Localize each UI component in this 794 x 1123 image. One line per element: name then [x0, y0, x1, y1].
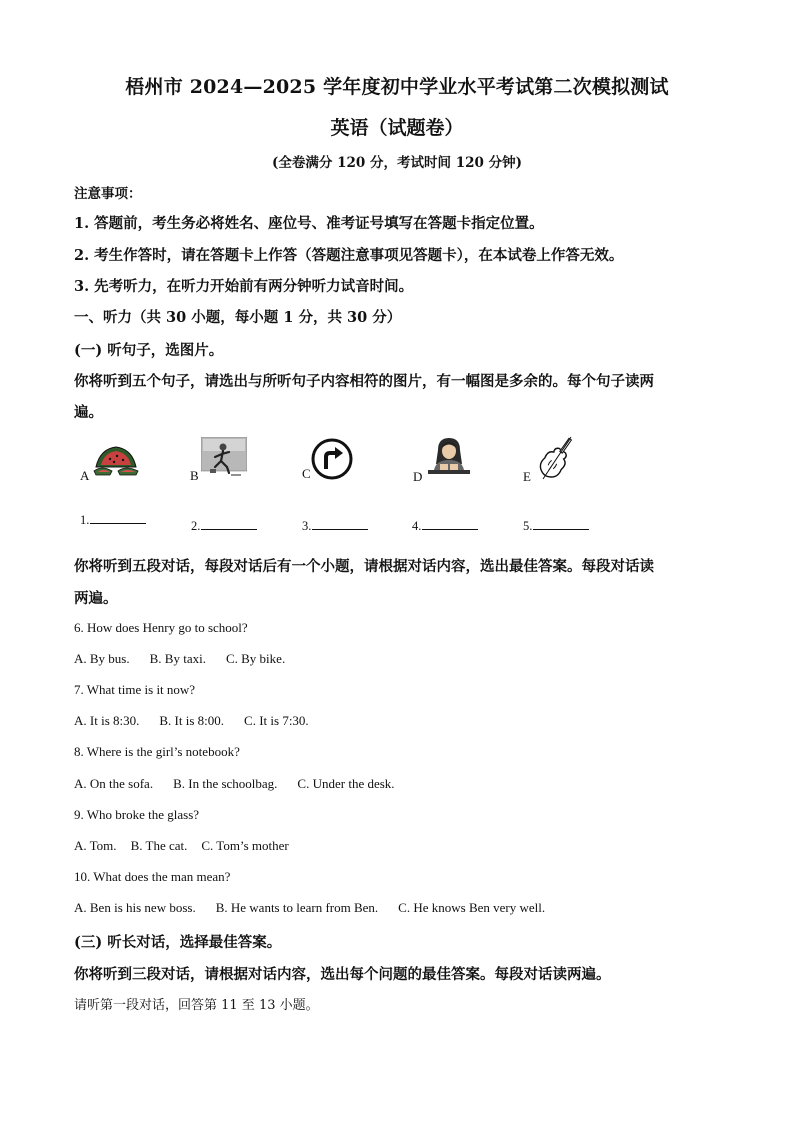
- question-9: 9. Who broke the glass?: [74, 807, 200, 822]
- answer-blank-1[interactable]: [80, 511, 146, 528]
- watermelon-icon: [92, 441, 140, 482]
- part3-instruction: 你将听到三段对话，请根据对话内容，选出每个问题的最佳答案。每段对话读两遍。: [74, 966, 611, 983]
- options-9: [74, 838, 309, 854]
- options-6: [74, 651, 305, 667]
- blank-number: 4.: [412, 519, 422, 533]
- question-10: 10. What does the man mean?: [74, 869, 231, 884]
- picture-label-d: D: [413, 469, 423, 484]
- question-7: 7. What time is it now?: [74, 682, 196, 697]
- part2-instruction-line1: 你将听到五段对话，每段对话后有一个小题，请根据对话内容，选出最佳答案。每段对话读: [74, 558, 654, 575]
- option-10b[interactable]: B. He wants to learn from Ben.: [215, 900, 379, 915]
- blank-line[interactable]: [312, 517, 368, 530]
- option-7b[interactable]: B. It is 8:00.: [159, 713, 225, 728]
- option-8b[interactable]: B. In the schoolbag.: [173, 776, 278, 791]
- question-8: 8. Where is the girl’s notebook?: [74, 744, 240, 759]
- option-8a[interactable]: A. On the sofa.: [74, 776, 154, 791]
- note-item-3: 3. 先考听力，在听力开始前有两分钟听力试音时间。: [74, 278, 414, 295]
- picture-label-b: B: [190, 468, 199, 483]
- section-heading-listening: 一、听力（共 30 小题，每小题 1 分，共 30 分）: [74, 309, 402, 326]
- part1-instruction-line1: 你将听到五个句子，请选出与所听句子内容相符的图片，有一幅图是多余的。每个句子读两: [74, 373, 654, 390]
- option-8c[interactable]: C. Under the desk.: [297, 776, 395, 791]
- picture-label-a: A: [80, 468, 90, 483]
- note-item-2: 2. 考生作答时，请在答题卡上作答（答题注意事项见答题卡），在本试卷上作答无效。: [74, 247, 624, 264]
- options-7: [74, 713, 329, 729]
- notes-heading: 注意事项：: [74, 186, 142, 202]
- option-10a[interactable]: A. Ben is his new boss.: [74, 900, 196, 915]
- option-7a[interactable]: A. It is 8:30.: [74, 713, 140, 728]
- option-9a[interactable]: A. Tom.: [74, 838, 117, 853]
- question-6: 6. How does Henry go to school?: [74, 620, 248, 635]
- running-person-icon: [201, 437, 247, 484]
- part1-heading: (一) 听句子，选图片。: [74, 342, 224, 359]
- blank-line[interactable]: [90, 511, 146, 524]
- part3-heading: (三) 听长对话，选择最佳答案。: [74, 934, 282, 951]
- picture-label-e: E: [523, 469, 531, 484]
- blank-line[interactable]: [201, 517, 257, 530]
- option-6c[interactable]: C. By bike.: [225, 651, 286, 666]
- blank-number: 3.: [302, 519, 312, 533]
- blank-line[interactable]: [533, 517, 589, 530]
- blank-line[interactable]: [422, 517, 478, 530]
- part2-instruction-line2: 两遍。: [74, 590, 118, 607]
- option-7c[interactable]: C. It is 7:30.: [244, 713, 309, 728]
- answer-blank-5[interactable]: [523, 517, 589, 534]
- exam-title: 梧州市 2024—2025 学年度初中学业水平考试第二次模拟测试: [125, 76, 669, 98]
- option-9b[interactable]: B. The cat.: [130, 838, 188, 853]
- options-10: [74, 900, 565, 916]
- answer-blank-2[interactable]: [191, 517, 257, 534]
- option-9c[interactable]: C. Tom’s mother: [201, 838, 289, 853]
- answer-blank-3[interactable]: [302, 517, 368, 534]
- blank-number: 2.: [191, 519, 201, 533]
- blank-number: 1.: [80, 513, 90, 527]
- picture-label-c: C: [302, 466, 311, 481]
- option-10c[interactable]: C. He knows Ben very well.: [398, 900, 546, 915]
- option-6a[interactable]: A. By bus.: [74, 651, 130, 666]
- part3-sub-instruction: 请听第一段对话，回答第 11 至 13 小题。: [74, 998, 319, 1013]
- exam-subtitle: 英语（试题卷）: [330, 117, 464, 139]
- violin-icon: [537, 433, 577, 488]
- option-6b[interactable]: B. By taxi.: [149, 651, 206, 666]
- score-note: (全卷满分 120 分，考试时间 120 分钟): [272, 155, 522, 171]
- options-8: [74, 776, 415, 792]
- note-item-1: 1. 答题前，考生务必将姓名、座位号、准考证号填写在答题卡指定位置。: [74, 215, 544, 232]
- turn-right-sign-icon: [311, 438, 353, 485]
- part1-instruction-line2: 遍。: [74, 404, 103, 421]
- blank-number: 5.: [523, 519, 533, 533]
- answer-blank-4[interactable]: [412, 517, 478, 534]
- student-at-desk-icon: [424, 436, 474, 485]
